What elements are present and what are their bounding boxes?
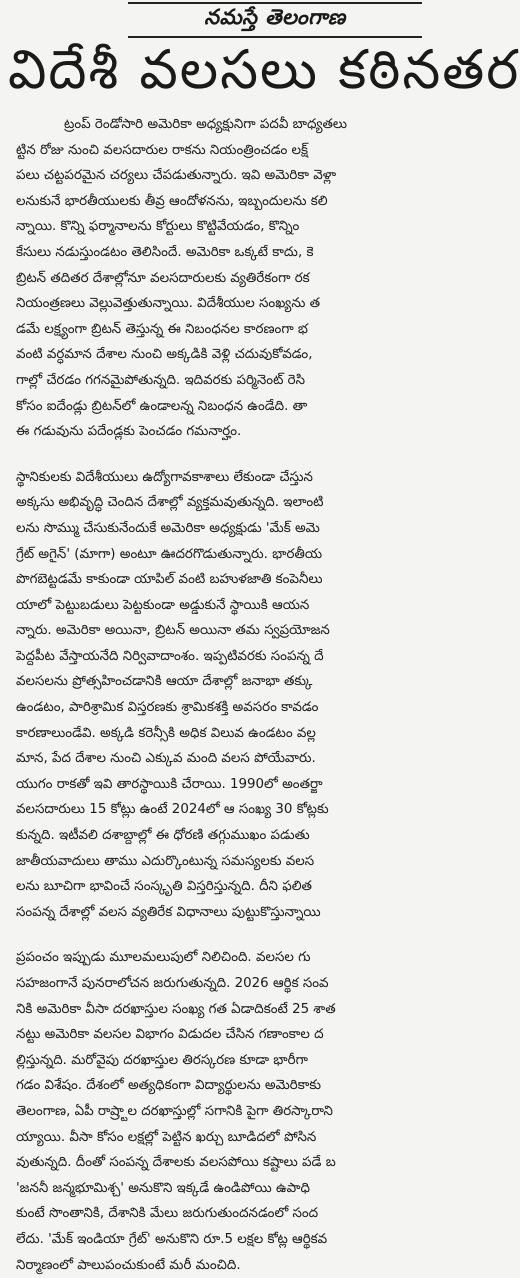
article-line: డమే లక్ష్యంగా బ్రిటన్ తెస్తున్న ఈ నిబంధనల కారణంగా భ (16, 321, 308, 337)
article-line: కోసం ఐదేండ్లు బ్రిటన్‌లో ఉండాలన్న నిబంధన ఉండేది. తా (16, 398, 308, 414)
article-line: గడం విశేషం. దేశంలో అత్యధికంగా విద్యార్థులను అమెరికాకు (16, 1078, 322, 1094)
article-line: యాలో పెట్టుబడులు పెట్టకుండా అడ్డుకునే స్థాయికి ఆయన (16, 597, 310, 613)
article-line: లను బూచిగా భావించే సంస్కృతి విస్తరిస్తున్నది. దీని ఫలిత (16, 879, 312, 895)
article-line: తెలంగాణ, ఏపీ రాష్ర్టాల దరఖాస్తుల్లో సగానికి పైగా తిరస్కారాని (16, 1103, 333, 1119)
masthead-title: నమస్తే తెలంగాణ (204, 5, 346, 29)
paragraph-1 (16, 112, 422, 445)
article-line: ప్రపంచం ఇప్పుడు మూలమలుపులో నిలిచింది. వలసల గు (16, 950, 311, 966)
article-line: 'జననీ జన్మభూమిశ్చ' అనుకొని ఇక్కడే ఉండిపోయి ఉపాధి (16, 1180, 310, 1196)
article-line: పలు చట్టపరమైన చర్యలు చేపడుతున్నారు. ఇవి అమెరికా వెళ్లా (16, 168, 337, 184)
article-line: ఈ గడువును పదేండ్లకు పెంచడం గమనార్హం. (16, 424, 242, 440)
article-line: వలసదారులు 15 కోట్లు ఉంటే 2024లో ఆ సంఖ్య 30 కోట్లకు (16, 802, 329, 818)
article-line: లను సొమ్ము చేసుకునేందుకే అమెరికా అధ్యక్షుడు 'మేక్ అమె (16, 520, 320, 536)
paragraph-3 (16, 945, 422, 1278)
article-line: ఉండటం, పారిశ్రామిక విస్తరణకు శ్రామికశక్తి అవసరం కావడం (16, 700, 319, 716)
article-line: న్నాయి. కొన్ని ఫర్మానాలను కోర్టులు కొట్టివేయడం, కొన్నిం (16, 219, 300, 235)
headline: విదేశీ వలసలు కఠినతర (8, 38, 520, 101)
article-line: జాతీయవాదులు తాము ఎదుర్కొంటున్న సమస్యలకు వలస (16, 853, 315, 869)
article-line: సహజంగానే పునరాలోచన జరుగుతున్నది. 2026 ఆర్థిక సంవ (16, 976, 329, 991)
masthead (128, 2, 422, 38)
article-line: కుంటే సొంతానికి, దేశానికి మేలు జరుగుతుందనడంలో సంద (16, 1206, 319, 1222)
article-line: యుగం రాకతో ఇవి తారస్థాయికి చేరాయి. 1990లో అంతర్జా (16, 776, 323, 792)
article-line: గ్రేట్ అగైన్' (మాగా) అంటూ ఊదరగొడుతున్నారు. భారతీయ (16, 546, 323, 562)
article-line: వుతున్నది. దీంతో సంపన్న దేశాలకు వలసపోయి కష్టాలు పడే బ (16, 1155, 336, 1171)
article-line: అక్కసు అభివృద్ధి చెందిన దేశాల్లో వ్యక్తమవుతున్నది. ఇలాంటి (16, 495, 324, 511)
article-line: స్థానికులకు విదేశీయులు ఉద్యోగావకాశాలు లేకుండా చేస్తున (16, 469, 313, 485)
article-line: ట్టిన రోజు నుంచి వలసదారుల రాకను నియంత్రించడం లక్ష్ (16, 142, 308, 158)
article-line: పెద్దపీట వేస్తాయనేది నిర్వివాదాంశం. ఇప్పటివరకు సంపన్న దే (16, 648, 324, 664)
article-line: కున్నది. ఇటీవలి దశాబ్దాల్లో ఈ ధోరణి తగ్గుముఖం పడుతు (16, 828, 310, 844)
paragraph-2 (16, 465, 422, 926)
article-line: మాన, పేద దేశాల నుంచి ఎక్కువ మంది వలస పోయేవారు. (16, 751, 316, 767)
article-line: నిర్మాణంలో పాలుపంచుకుంటే మరీ మంచిది. (16, 1257, 241, 1273)
article-line: కారణాలుండేవి. అక్కడి కరెన్సీకి అధిక విలువ ఉండటం వల్ల (16, 725, 316, 741)
article-line: బ్రిటన్ తదితర దేశాల్లోనూ వలసదారులకు వ్యతిరేకంగా రక (16, 270, 310, 286)
article-body (16, 112, 422, 1273)
article-line: లేదు. 'మేక్ ఇండియా గ్రేట్' అనుకొని రూ.5 లక్షల కోట్ల ఆర్థికవ (16, 1231, 328, 1247)
article-line: నికి అమెరికా వీసా దరఖాస్తుల సంఖ్య గత ఏడాదికంటే 25 శాత (16, 1001, 336, 1017)
article-line: గాల్లో చేరడం గగనమైపోతున్నది. ఇదివరకు పర్మినెంట్ రెసి (16, 372, 306, 388)
article-line: సంపన్న దేశాల్లో వలస వ్యతిరేక విధానాలు పుట్టుకొస్తున్నాయి (16, 904, 321, 920)
article-line: పొగబెట్టడమే కాకుండా యాపిల్ వంటి బహుళజాతి కంపెనీలు (16, 572, 323, 588)
article-line: లనుకునే భారతీయులకు తీవ్ర ఆందోళనను, ఇబ్బందులను కలి (16, 193, 328, 209)
article-line: కేసులు నడుస్తుండటం తెలిసిందే. అమెరికా ఒక్కటే కాదు, కె (16, 244, 314, 260)
article-line: ట్రంప్ రెండోసారి అమెరికా అధ్యక్షునిగా పదవీ బాధ్యతలు (64, 117, 348, 132)
article-line: ల్లిస్తున్నది. మరోవైపు దరఖాస్తుల తిరస్కరణ కూడా భారీగా (16, 1052, 308, 1068)
article-line: న్నారు. అమెరికా అయినా, బ్రిటన్ అయినా తమ స్వప్రయోజన (16, 623, 330, 639)
article-line: వలసలను ప్రోత్సహించడానికి ఆయా దేశాల్లో జనాభా తక్కు (16, 674, 313, 690)
article-line: య్యాయి. వీసా కోసం లక్షల్లో పెట్టిన ఖర్చు బూడిదలో పోసిన (16, 1129, 317, 1145)
article-line: నట్టు అమెరికా వలసల విభాగం విడుదల చేసిన గణాంకాల ద (16, 1027, 324, 1043)
article-line: వంటి వర్ధమాన దేశాల నుంచి అక్కడికి వెళ్లి చదువుకోవడం, (16, 347, 313, 363)
article-line: నియంత్రణలు వెల్లువెత్తుతున్నాయి. విదేశీయుల సంఖ్యను త (16, 296, 321, 312)
